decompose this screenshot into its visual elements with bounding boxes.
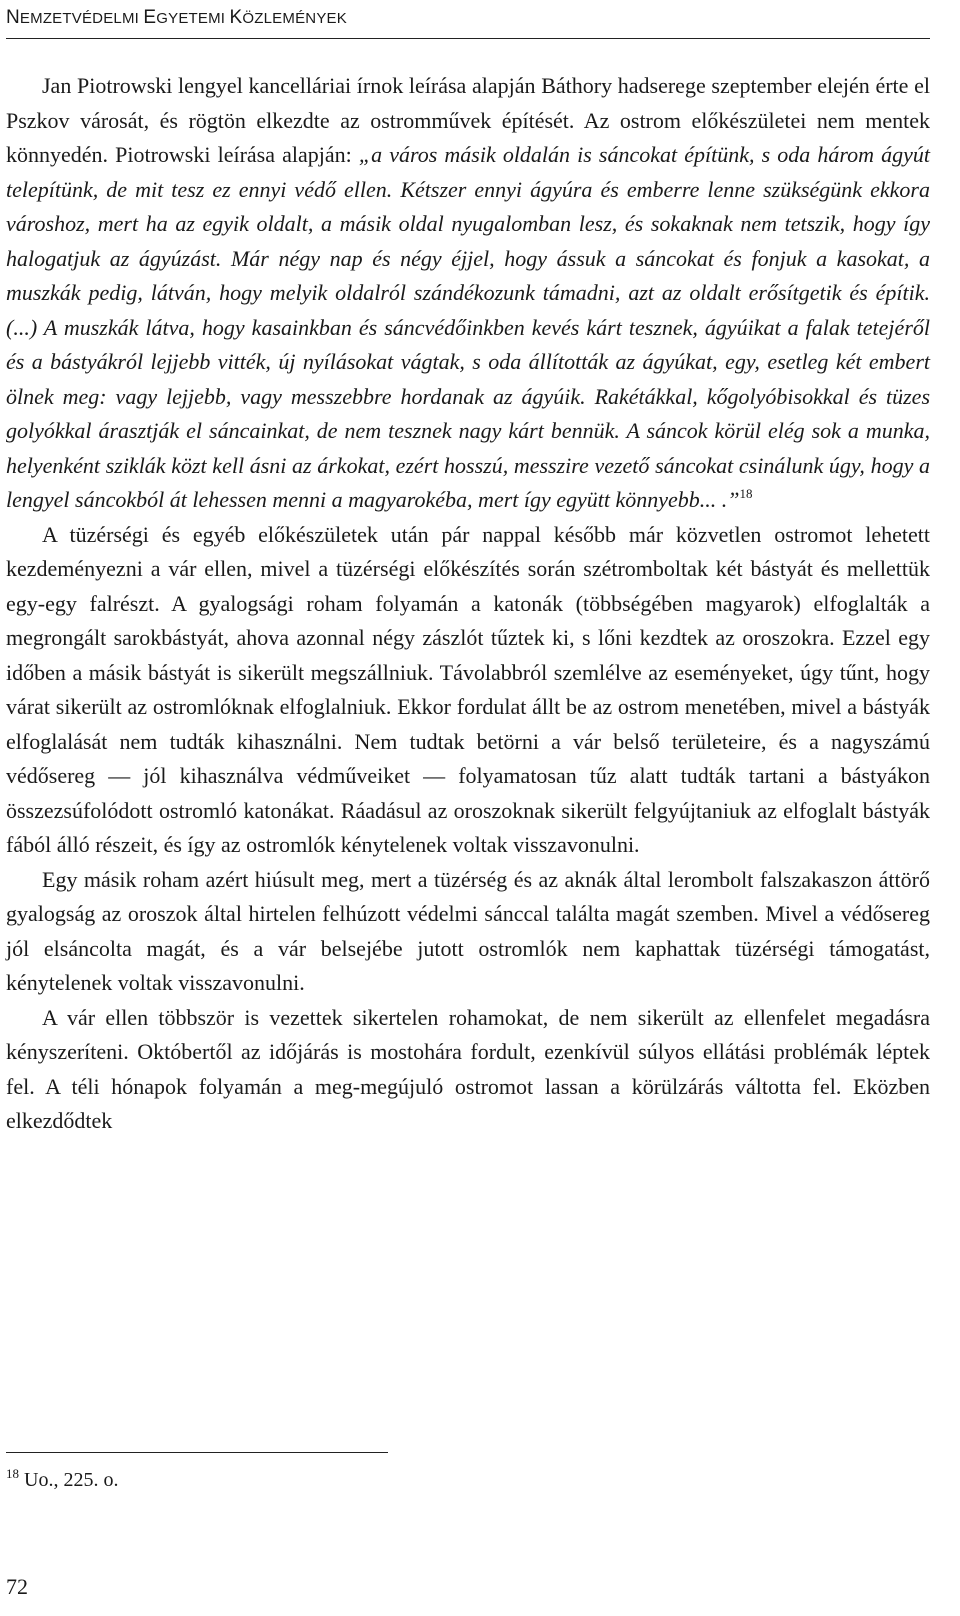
title-part-3: ÖZLEMÉNYEK bbox=[242, 10, 347, 27]
page-number: 72 bbox=[6, 1574, 28, 1599]
paragraph-1-intro: Jan Piotrowski lengyel kancelláriai írnok leírása alapján Báthory hadserege szeptember elején érte el Pszkov városát, és rögtön elkezdte az ostromművek építését. Az ostrom előkészületei nem mentek könnyedén. Piotrowski leírása alapján: bbox=[6, 73, 930, 167]
paragraph-1 bbox=[6, 69, 930, 518]
footnote-number: 18 bbox=[6, 1466, 19, 1481]
running-header bbox=[6, 4, 930, 33]
journal-title bbox=[6, 4, 930, 33]
footnote-reference[interactable]: 18 bbox=[739, 486, 753, 501]
title-initial-3: K bbox=[229, 7, 243, 28]
title-part-1: EMZETVÉDELMI bbox=[19, 10, 144, 27]
footnote-divider bbox=[6, 1452, 388, 1453]
title-initial-2: E bbox=[143, 7, 157, 28]
footnote-text: Uo., 225. o. bbox=[19, 1469, 119, 1491]
paragraph-3: Egy másik roham azért hiúsult meg, mert a tüzérség és az aknák által lerombolt falszakaszon áttörő gyalogság az oroszok által hirtelen felhúzott védelmi sánccal találta magát szemben. Mivel a védősereg jól elsáncolta magát, és a vár belsejébe jutott ostromlók nem kaphattak tüzérségi támogatást, kénytelenek voltak visszavonulni. bbox=[6, 866, 930, 995]
block-quotation: „a város másik oldalán is sáncokat építünk, s oda három ágyút telepítünk, de mit tesz ez ennyi védő ellen. Kétszer ennyi ágyúra és emberre lenne szükségünk ekkora városhoz, mert ha az egyik oldalt, a másik oldal nyugalomban lesz, és sokaknak nem tetszik, hogy így halogatjuk az ágyúzást. Már négy nap és négy éjjel, hogy ássuk a sáncokat és fonjuk a kasokat, a muszkák pedig, látván, hogy melyik oldalról szándékozunk támadni, azt az oldalt erősítgetik és építik. (...) A muszkák látva, hogy kasainkban és sáncvédőinkben kevés kárt tesznek, ágyúikat a falak tetejéről és a bástyákról lejjebb vitték, új nyílásokat vágtak, s oda állították az ágyúkat, egy, esetleg két embert ölnek meg: vagy lejjebb, vagy messzebbre hordanak az ágyúik. Rakétákkal, kőgolyóbisokkal és tüzes golyókkal árasztják el sáncainkat, de nem tesznek nagy kárt bennük. A sáncok körül elég sok a munka, helyenként sziklák közt kell ásni az árkokat, ezért hosszú, messzire vezető sáncokat csinálunk úgy, hogy a lengyel sáncokból át lehessen menni a magyarokéba, mert így együtt könnyebb... .” bbox=[6, 142, 931, 512]
paragraph-2: A tüzérségi és egyéb előkészületek után pár nappal később már közvetlen ostromot lehetett kezdeményezni a vár ellen, mivel a tüzérségi előkészítés során szétromboltak két bástyát és mellettük egy-egy falrészt. A gyalogsági roham folyamán a katonák (többségében magyarok) elfoglalták a megrongált sarokbástyát, ahova azonnal négy zászlót tűztek ki, s lőni kezdtek az oroszokra. Ezzel egy időben a másik bástyát is sikerült megszállniuk. Távolabbról szemlélve az eseményeket, úgy tűnt, hogy várat sikerült az ostromlóknak elfoglalniuk. Ekkor fordulat állt be az ostrom menetében, mivel a bástyák elfoglalását nem tudták kihasználni. Nem tudtak betörni a vár belső területeire, és a nagyszámú védősereg — jól kihasználva védműveiket — folyamatosan tűz alatt tudták tartani a bástyákon összezsúfolódott ostromló katonákat. Ráadásul az oroszoknak sikerült felgyújtaniuk az elfoglalt bástyák fából álló részeit, és így az ostromlók kénytelenek voltak visszavonulni. bbox=[6, 521, 930, 857]
header-divider bbox=[6, 38, 930, 39]
footnote bbox=[6, 1466, 118, 1494]
title-part-2: GYETEMI bbox=[156, 10, 230, 27]
title-initial: N bbox=[6, 7, 20, 28]
page-body bbox=[6, 69, 930, 1139]
paragraph-4: A vár ellen többször is vezettek sikertelen rohamokat, de nem sikerült az ellenfelet megadásra kényszeríteni. Októbertől az időjárás is mostohára fordult, ezenkívül súlyos ellátási problémák léptek fel. A téli hónapok folyamán a meg-megújuló ostromot lassan a körülzárás váltotta fel. Eközben elkezdődtek bbox=[6, 1004, 930, 1133]
